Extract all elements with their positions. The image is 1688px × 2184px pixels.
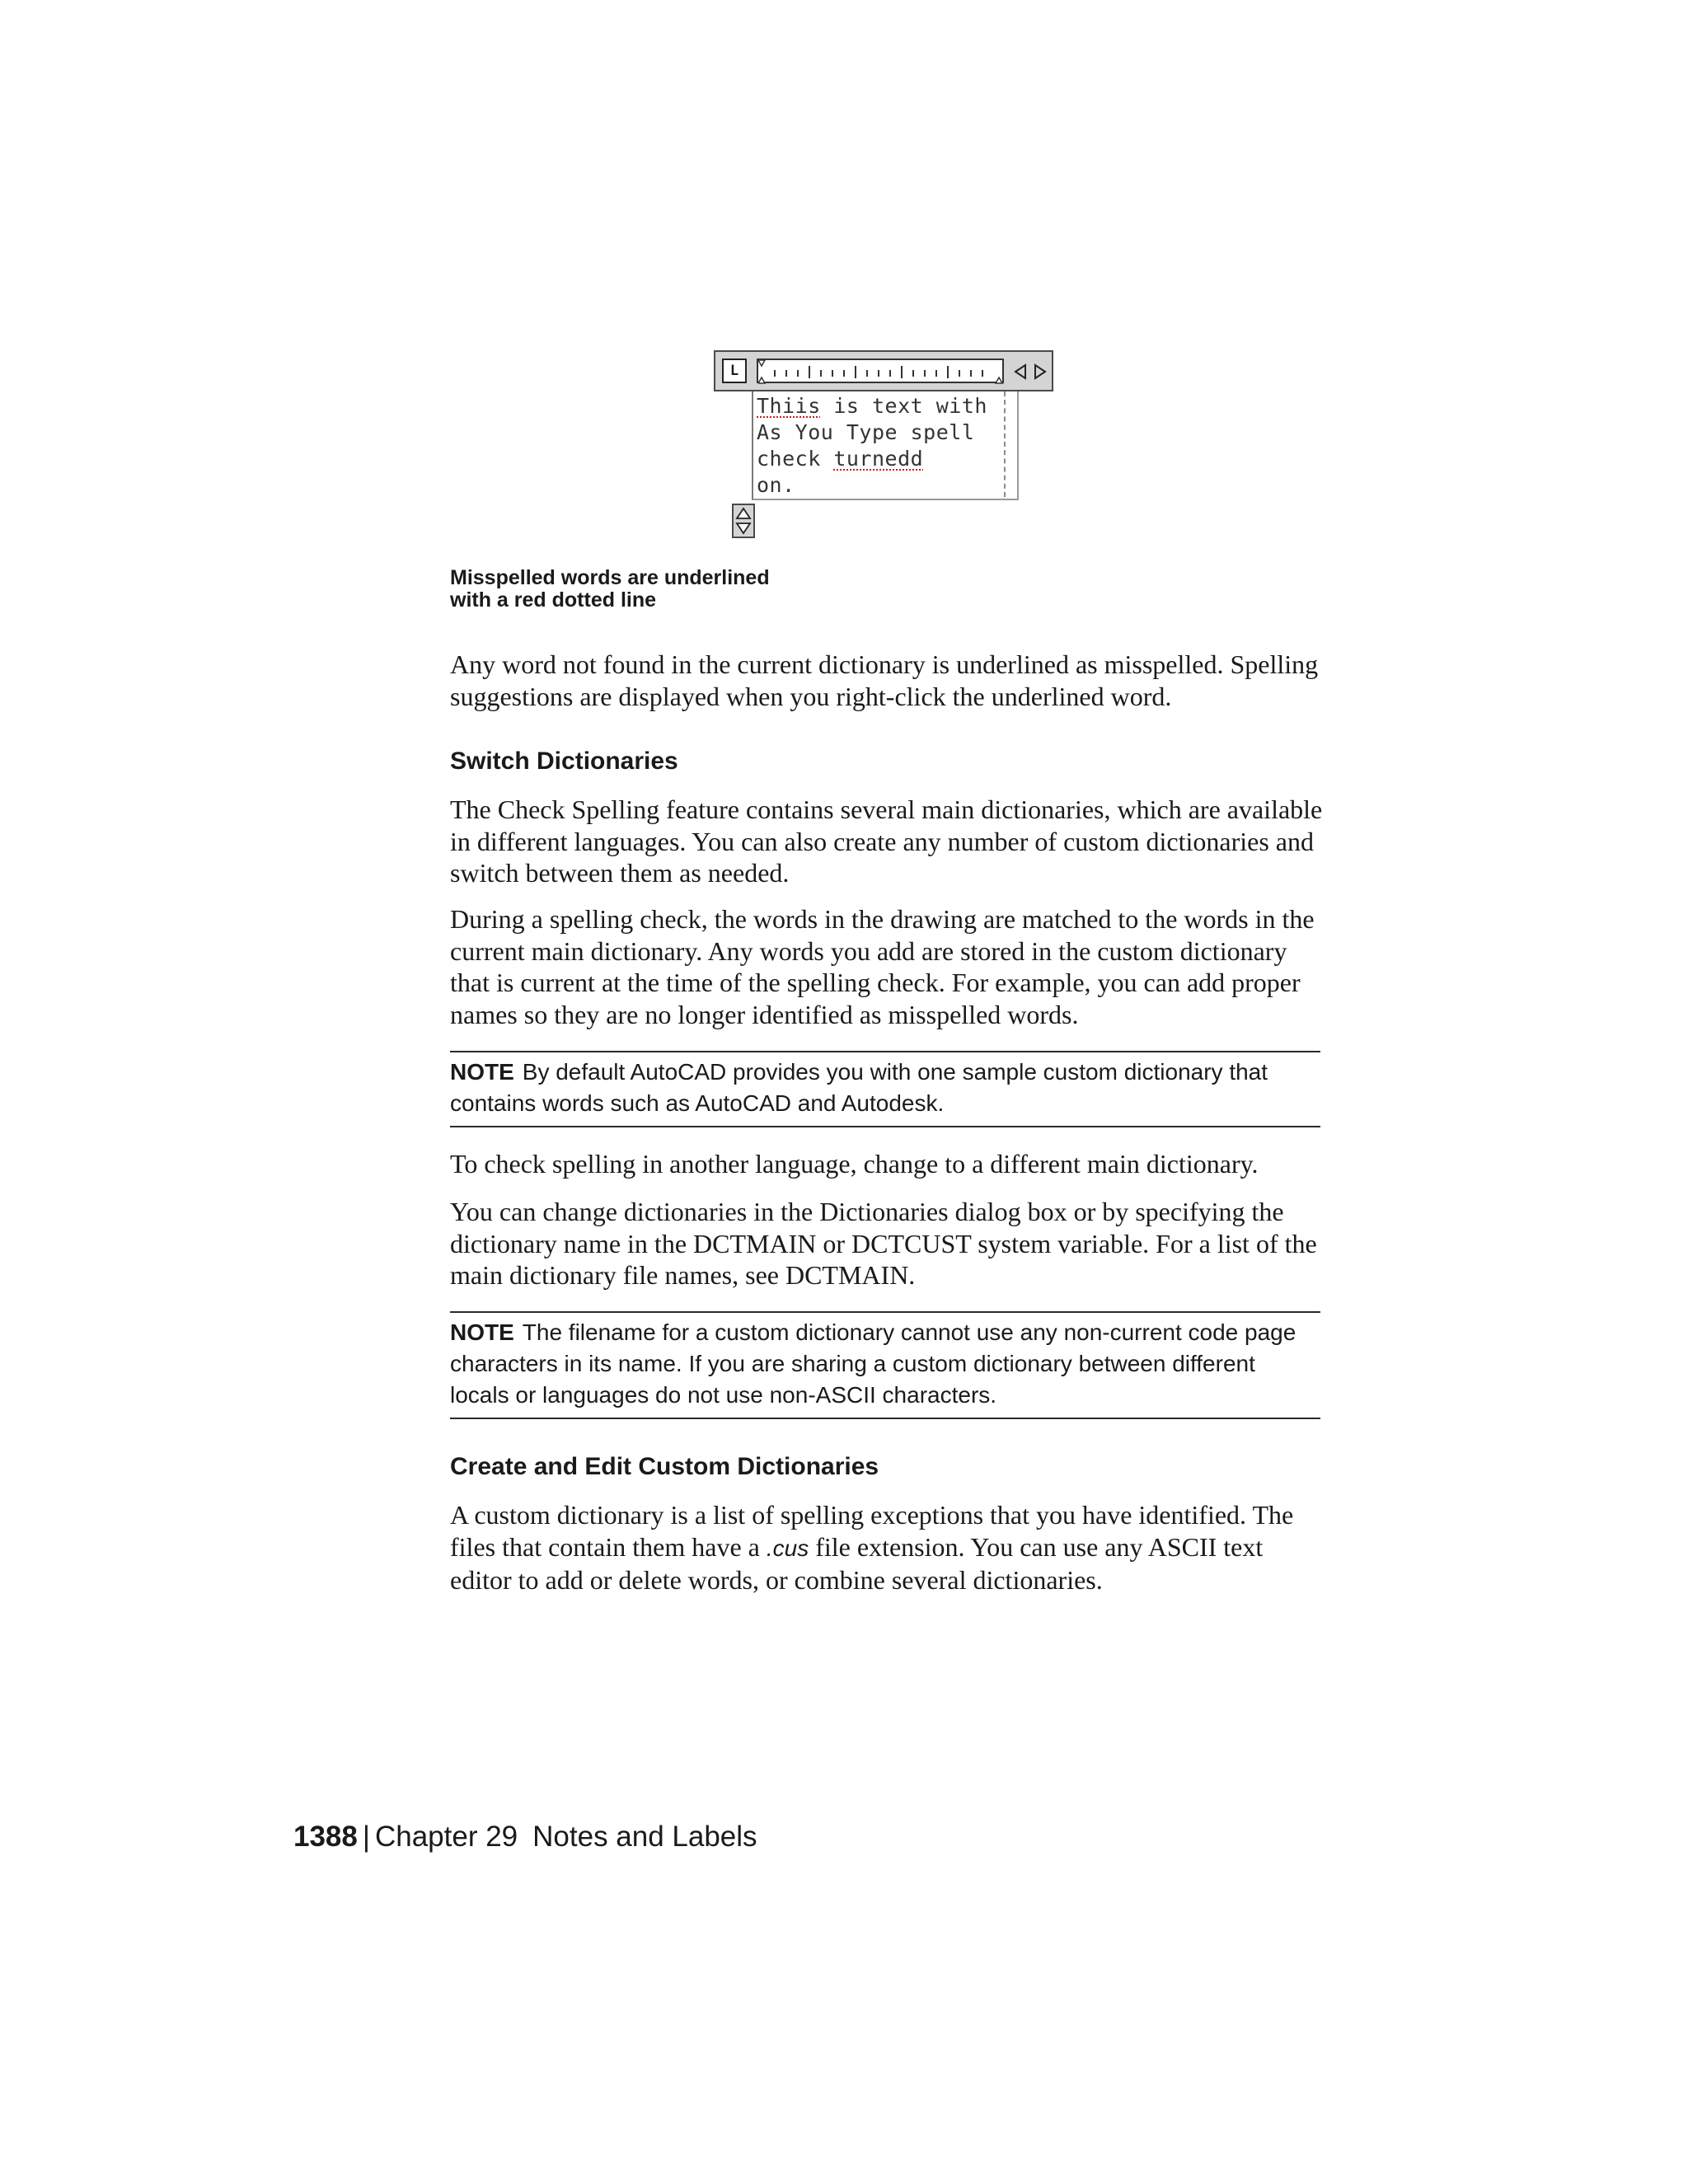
page-footer bbox=[293, 1820, 757, 1854]
paragraph-check-spelling: The Check Spelling feature contains several main dictionaries, which are available in different languages. You can also create any number of custom dictionaries and switch between them as needed. bbox=[450, 794, 1323, 888]
figure-caption: Misspelled words are underlined with a red dotted line bbox=[450, 566, 770, 612]
ruler-toolbar bbox=[714, 350, 1053, 391]
paragraph-other-language: To check spelling in another language, change to a different main dictionary. bbox=[450, 1149, 1259, 1179]
paragraph-during-check: During a spelling check, the words in the drawing are matched to the words in the current main dictionary. Any words you add are stored in the custom dictionary that is current at the time of the spelling check. For example, you can add proper names so they are no longer identified as misspelled words. bbox=[450, 904, 1315, 1029]
first-line-indent-marker bbox=[758, 360, 765, 366]
text-line-2: As You Type spell bbox=[757, 420, 975, 444]
text-line-4: on. bbox=[757, 473, 795, 497]
ruler-arrows-icon[interactable] bbox=[1012, 361, 1048, 382]
right-indent-marker bbox=[996, 377, 1002, 383]
misspelled-word[interactable]: turnedd bbox=[833, 447, 924, 471]
heading-switch-dictionaries: Switch Dictionaries bbox=[450, 748, 678, 775]
mtext-text-area[interactable] bbox=[752, 391, 1019, 500]
footer-separator: | bbox=[362, 1821, 370, 1853]
paragraph-custom-dictionary: A custom dictionary is a list of spelling exceptions that you have identified. The files that contain them have a .cus file extension. You can use any ASCII text editor to add or delete words, or combine several dictionaries. bbox=[450, 1500, 1294, 1595]
note-label: NOTE bbox=[450, 1319, 514, 1345]
ruler-ticks bbox=[758, 360, 1006, 385]
mtext-editor-figure bbox=[714, 350, 1060, 541]
paragraph-misspelled: Any word not found in the current dictionary is underlined as misspelled. Spelling suggestions are displayed when you right-click the underlined word. bbox=[450, 649, 1319, 711]
paragraph-indent-marker bbox=[758, 377, 765, 383]
note-text: The filename for a custom dictionary cannot use any non-current code page characters in its name. If you are sharing a custom dictionary between different locals or languages do not use non-ASCII characters. bbox=[450, 1319, 1296, 1408]
resize-handle[interactable] bbox=[732, 504, 755, 538]
page-number: 1388 bbox=[293, 1821, 358, 1853]
chapter-title: Notes and Labels bbox=[532, 1821, 757, 1853]
note-sample-dictionary bbox=[450, 1051, 1320, 1127]
up-down-arrow-icon bbox=[734, 505, 753, 537]
wrap-boundary-guide bbox=[1004, 391, 1006, 497]
note-text: By default AutoCAD provides you with one sample custom dictionary that contains words such as AutoCAD and Autodesk. bbox=[450, 1059, 1268, 1116]
text-line-3: check turnedd bbox=[757, 447, 924, 471]
paragraph-change-dictionaries: You can change dictionaries in the Dictionaries dialog box or by specifying the dictionary name in the DCTMAIN or DCTCUST system variable. For a list of the main dictionary file names, see DCTMAIN. bbox=[450, 1197, 1317, 1290]
file-extension: .cus bbox=[766, 1535, 809, 1561]
tab-stop-button[interactable]: L bbox=[722, 359, 747, 383]
note-filename bbox=[450, 1311, 1320, 1419]
note-label: NOTE bbox=[450, 1059, 514, 1085]
heading-create-custom-dictionaries: Create and Edit Custom Dictionaries bbox=[450, 1453, 879, 1480]
misspelled-word[interactable]: Thiis bbox=[757, 394, 821, 418]
chapter-label: Chapter 29 bbox=[374, 1821, 518, 1853]
ruler[interactable] bbox=[757, 359, 1004, 383]
text-line-1: Thiis is text with bbox=[757, 394, 987, 418]
